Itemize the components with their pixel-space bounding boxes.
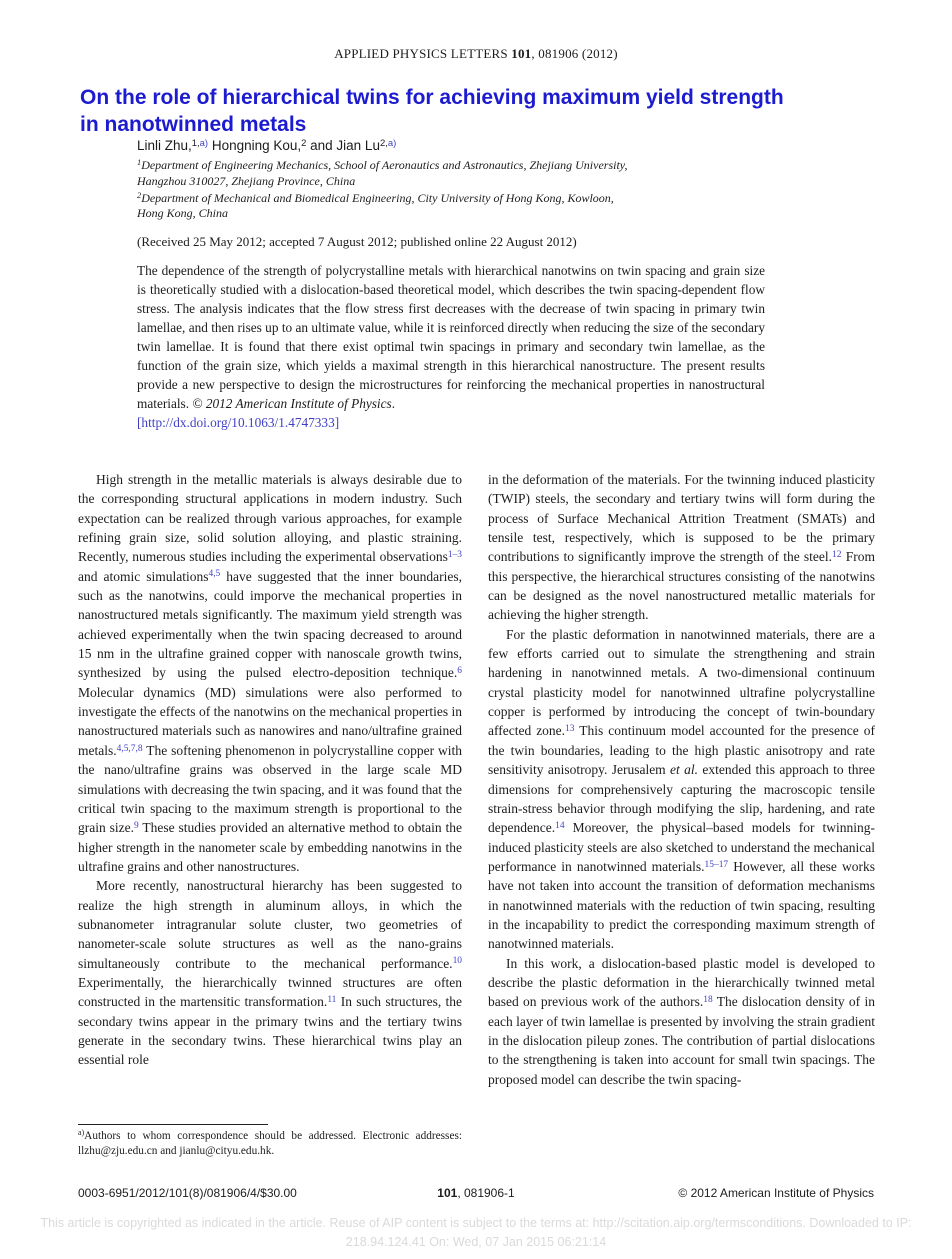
citation-link[interactable]: 13 — [565, 724, 575, 735]
text-segment: Authors to whom correspondence should be addressed. Electronic addresses: llzhu@zju.edu.cn and jianlu@cityu.edu.hk. — [78, 1130, 462, 1157]
citation-link[interactable]: 6 — [457, 666, 462, 677]
text-segment: Experimentally, the hierarchically twinned structures are often constructed in the martensitic transformation. — [78, 974, 462, 1010]
affiliation-1 — [137, 158, 777, 190]
text-segment: In such structures, the secondary twins appear in the primary twins and the tertiary twins generate in the secondary twins. These hierarchical twins play an essential role — [78, 994, 462, 1068]
received-line: (Received 25 May 2012; accepted 7 August 2012; published online 22 August 2012) — [137, 234, 577, 249]
text-segment: et al. — [670, 762, 699, 778]
text-segment: 101 — [511, 46, 532, 61]
text-segment: These studies provided an alternative method to obtain the higher strength in the nanometer scale by embedding nanotwins in the ultrafine grains and other nanostructures. — [78, 820, 462, 874]
text-segment: Moreover, the physical–based models for twinning-induced plasticity steels are also sketched to understand the mechanical performance in nanotwinned materials. — [488, 820, 875, 874]
text-segment: Department of Mechanical and Biomedical Engineering, City University of Hong Kong, Kowloon, — [141, 190, 614, 205]
abstract — [137, 261, 765, 432]
citation-link[interactable]: 12 — [832, 550, 842, 561]
text-segment: 2 — [137, 190, 142, 200]
paragraph — [488, 954, 875, 1089]
citation-link[interactable]: 4,5,7,8 — [116, 743, 143, 754]
column-left — [78, 470, 462, 1070]
text-segment: , 081906 (2012) — [531, 46, 618, 61]
citation-link[interactable]: a) — [387, 137, 397, 149]
citation-link[interactable]: 10 — [452, 956, 462, 967]
footnote-text — [78, 1129, 462, 1158]
citation-link[interactable]: 18 — [703, 995, 713, 1006]
text-segment: For the plastic deformation in nanotwinned materials, there are a few efforts carried out to simulate the strengthening and strain hardening in nanotwinned metals. A two-dimensional continuum crystal plasticity model for nanotwinned ultrafine polycrystalline copper is performed by introducing the concept of twin-boundary affected zone. — [488, 626, 875, 739]
text-segment: From this perspective, the hierarchical structures consisting of the nanotwins can be designed as the novel nanostructured metallic materials for achieving the higher strength. — [488, 549, 875, 623]
journal-header — [0, 46, 952, 62]
text-segment: 2, — [379, 137, 388, 149]
text-segment: and atomic simulations — [78, 568, 209, 584]
text-segment: In this work, a dislocation-based plastic model is developed to describe the plastic deformation in the hierarchically twinned metal based on previous work of the authors. — [488, 955, 875, 1010]
text-segment: The softening phenomenon in polycrystalline copper with the nano/ultrafine grains was observed in the large scale MD simulations with decreasing the twin spacing, and it was found that the critical twin spacing to the maximum strength is proportional to the grain size. — [78, 742, 462, 836]
watermark-line-1: This article is copyrighted as indicated in the article. Reuse of AIP content is subject to the terms at: http://scitation.aip.org/termsconditions. Downloaded to IP: — [40, 1216, 912, 1230]
paragraph — [488, 625, 875, 954]
text-segment: 1 — [137, 158, 142, 168]
text-segment: Hong Kong, China — [137, 206, 229, 221]
text-segment: , 081906-1 — [457, 1186, 515, 1200]
authors-line — [137, 138, 837, 153]
citation-link[interactable]: 14 — [555, 820, 565, 831]
affiliation-2 — [137, 191, 777, 223]
text-segment: 101 — [437, 1186, 458, 1200]
citation-link[interactable]: 15–17 — [704, 859, 729, 870]
text-segment: This continuum model accounted for the presence of the twin boundaries, leading to the high plastic anisotropy and rate sensitivity anisotropy. Jerusalem — [488, 723, 875, 778]
text-segment: Hangzhou 310027, Zhejiang Province, China — [137, 173, 356, 188]
text-segment: Hongning Kou, — [208, 138, 302, 153]
citation-link[interactable]: 4,5 — [208, 569, 221, 580]
citation-link[interactable]: 9 — [133, 820, 139, 831]
text-segment: extended this approach to three dimensions for comprehensively capturing the macroscopic tensile strain-stress behavior through modifying the slip, hardening, and rate dependence. — [488, 762, 875, 836]
text-segment: Molecular dynamics (MD) simulations were also performed to investigate the effects of the nanotwins on the mechanical properties in nanostructured materials such as nanowires and nano/ultrafine grained metals. — [78, 684, 462, 758]
text-segment: High strength in the metallic materials is always desirable due to the corresponding structural applications in modern industry. Such expectation can be realized through various approaches, for example refining grain size, solid solution alloying, and plastic straining. Recently, numerous studies including the experimental observations — [78, 472, 462, 565]
text-segment: More recently, nanostructural hierarchy has been suggested to realize the high strength in aluminum alloys, in which the subnanometer intragranular solute cluster, two geometries of nanometer-scale solute structures as well as the nano-grains simultaneously contribute to the mechanical performance. — [78, 878, 462, 971]
text-segment: have suggested that the inner boundaries, such as the nanotwins, could imporve the mechanical properties in nanostructured metals significantly. The maximum yield strength was achieved experimentally when the twin spacing decreased to around 15 nm in the ultrafine grained copper with nanoscale growth twins, synthesized by using the pulsed electro-deposition technique. — [78, 568, 463, 681]
text-segment: © 2012 American Institute of Physics — [192, 396, 392, 411]
text-segment: 2 — [301, 137, 307, 149]
affiliations — [137, 158, 777, 223]
text-segment: a) — [78, 1128, 85, 1138]
paragraph — [488, 470, 875, 625]
footer — [78, 1186, 874, 1200]
citation-link[interactable]: 11 — [327, 995, 337, 1006]
text-segment: Department of Engineering Mechanics, School of Aeronautics and Astronautics, Zhejiang University, — [141, 158, 628, 172]
footnote — [78, 1124, 462, 1158]
text-segment: 1, — [191, 137, 200, 149]
paragraph — [78, 876, 462, 1069]
text-segment: On the role of hierarchical twins for achieving maximum yield strength — [80, 86, 784, 109]
footer-copyright: © 2012 American Institute of Physics — [678, 1186, 874, 1200]
text-segment: in the deformation of the materials. For the twinning induced plasticity (TWIP) steels, the secondary and tertiary twins will form during the process of Surface Mechanical Attrition Treatment (SMATs) and tensile test, respectively, which is supposed to be the primary contributions to significantly improve the strength of the steel. — [488, 472, 875, 565]
footnote-rule — [78, 1124, 268, 1125]
text-segment: The dislocation density of in each layer of twin lamellae is presented by involving the strain gradient in the dislocation pileup zones. The contribution of partial dislocations to the strengthening is taken into account for small twin spacings. The proposed model can describe the twin spacing- — [488, 994, 875, 1087]
text-segment: and Jian Lu — [306, 138, 380, 153]
text-segment: Linli Zhu, — [137, 138, 192, 153]
text-segment: APPLIED PHYSICS LETTERS — [334, 46, 512, 61]
footer-issn: 0003-6951/2012/101(8)/081906/4/$30.00 — [78, 1186, 297, 1200]
text-segment: However, all these works have not taken into account the transition of deformation mechanisms in nanotwinned materials with the reduction of twin spacing, resulting in the incapability to predict the corresponding maximum strength of nanotwinned materials. — [488, 858, 876, 952]
text-segment: The dependence of the strength of polycrystalline metals with hierarchical nanotwins on twin spacing and grain size is theoretically studied with a dislocation-based theoretical model, which describes the twin spacing-dependent flow stress. The analysis indicates that the flow stress first decreases with the decrease of twin spacing in primary twin lamellae, and then rises up to an ultimate value, while it is reinforced directly when reducing the size of the secondary twin lamellae. It is found that there exist optimal twin spacings in primary and secondary twin lamellae, as the function of the grain size, which yields a maximal strength in this hierarchical nanostructure. The present results provide a new perspective to design the microstructures for reinforcing the mechanical properties in nanostructural materials. — [137, 263, 765, 411]
text-segment: in nanotwinned metals — [80, 113, 307, 136]
citation-link[interactable]: 1–3 — [447, 550, 462, 561]
watermark — [0, 1214, 952, 1252]
text-segment: . — [391, 396, 396, 411]
paper-title — [80, 84, 890, 138]
paragraph — [78, 470, 462, 876]
citation-link[interactable]: a) — [199, 137, 209, 149]
column-right — [488, 470, 875, 1089]
watermark-line-2: 218.94.124.41 On: Wed, 07 Jan 2015 06:21:14 — [345, 1235, 607, 1249]
doi-link[interactable]: [http://dx.doi.org/10.1063/1.4747333] — [137, 415, 340, 430]
